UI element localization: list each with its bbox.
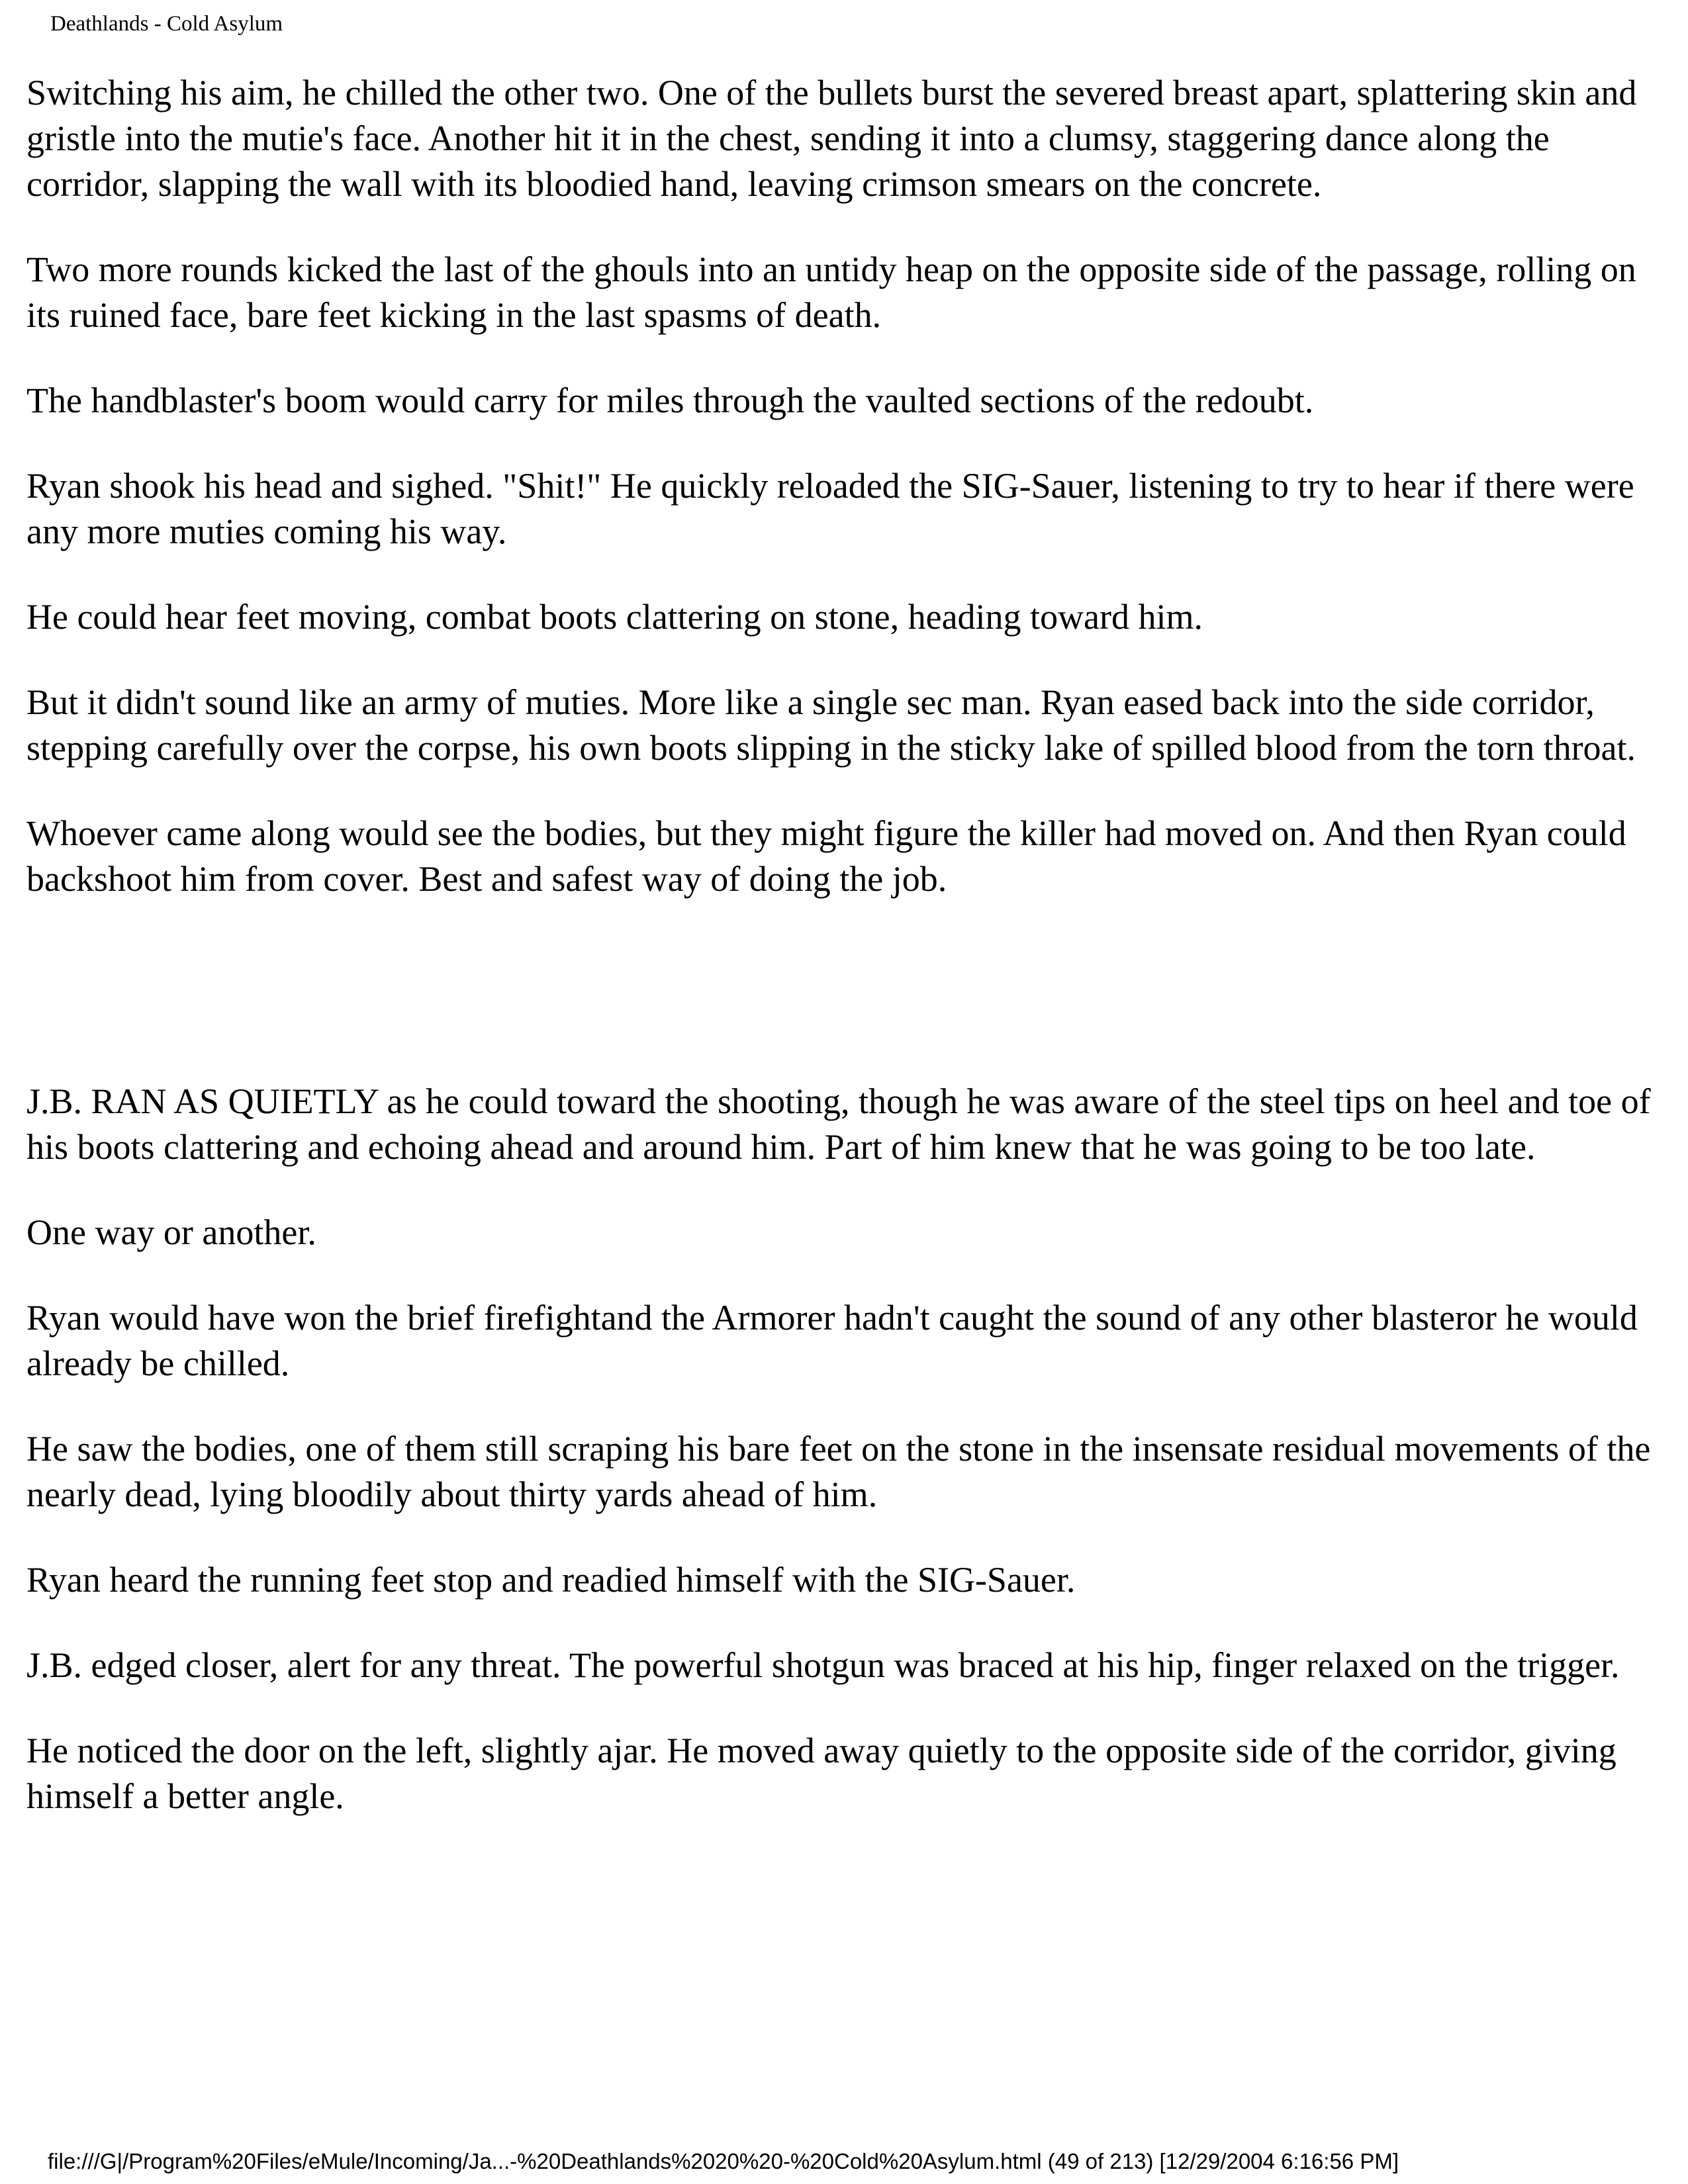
paragraph: J.B. edged closer, alert for any threat. The powerful shotgun was braced at his hip, finger relaxed on the trigger.	[26, 1645, 1620, 1685]
paragraph: The handblaster's boom would carry for miles through the vaulted sections of the redoubt.	[26, 381, 1314, 420]
paragraph: Ryan would have won the brief firefightand the Armorer hadn't caught the sound of any other blasteror he would already be chilled.	[26, 1298, 1638, 1383]
paragraph: One way or another.	[26, 1212, 316, 1252]
document-body	[26, 70, 1662, 1859]
paragraph: But it didn't sound like an army of muties. More like a single sec man. Ryan eased back into the side corridor, stepping carefully over the corpse, his own boots slipping in the sticky lake of spilled blood from the torn throat.	[26, 682, 1636, 768]
paragraph: Ryan heard the running feet stop and readied himself with the SIG-Sauer.	[26, 1560, 1076, 1600]
paragraph: J.B. RAN AS QUIETLY as he could toward the shooting, though he was aware of the steel tips on heel and toe of his boots clattering and echoing ahead and around him. Part of him knew that he was going to be too late.	[26, 1081, 1651, 1167]
paragraph: He saw the bodies, one of them still scraping his bare feet on the stone in the insensate residual movements of the nearly dead, lying bloodily about thirty yards ahead of him.	[26, 1429, 1651, 1514]
paragraph: He noticed the door on the left, slightly ajar. He moved away quietly to the opposite side of the corridor, giving himself a better angle.	[26, 1731, 1617, 1816]
paragraph: Whoever came along would see the bodies, but they might figure the killer had moved on. And then Ryan could backshoot him from cover. Best and safest way of doing the job.	[26, 813, 1626, 899]
page-footer-path: file:///G|/Program%20Files/eMule/Incoming/Ja...-%20Deathlands%2020%20-%20Cold%20Asylum.html (49 of 213) [12/29/2004 6:16:56 PM]	[48, 2149, 1399, 2173]
scene-break	[26, 942, 1662, 1079]
page-header-title: Deathlands - Cold Asylum	[50, 12, 283, 36]
paragraph: Ryan shook his head and sighed. "Shit!" He quickly reloaded the SIG-Sauer, listening to try to hear if there were any more muties coming his way.	[26, 466, 1634, 551]
paragraph: Switching his aim, he chilled the other two. One of the bullets burst the severed breast apart, splattering skin and gristle into the mutie's face. Another hit it in the chest, sending it into a clumsy, staggering dance along the corridor, slapping the wall with its bloodied hand, leaving crimson smears on the concrete.	[26, 73, 1637, 204]
paragraph: Two more rounds kicked the last of the ghouls into an untidy heap on the opposite side of the passage, rolling on its ruined face, bare feet kicking in the last spasms of death.	[26, 250, 1636, 335]
paragraph: He could hear feet moving, combat boots clattering on stone, heading toward him.	[26, 597, 1203, 637]
